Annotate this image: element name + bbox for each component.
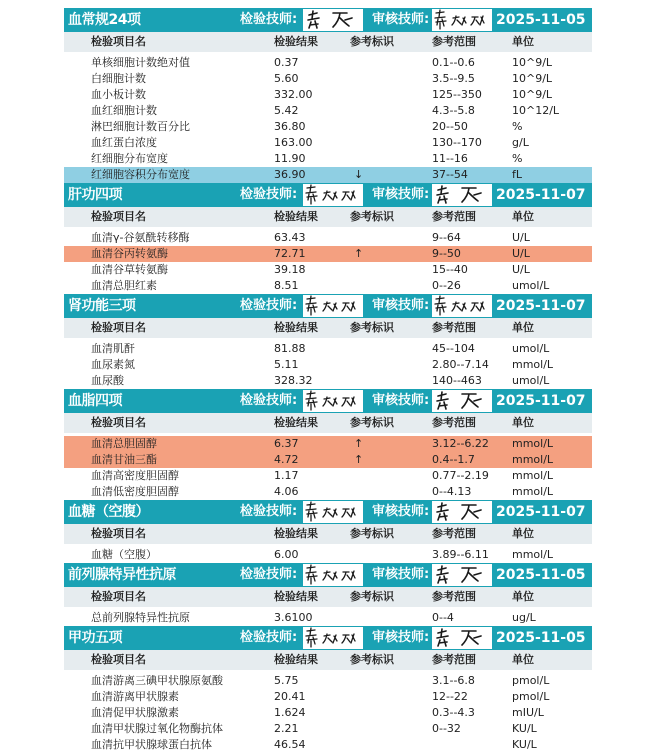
column-result: 检验结果: [274, 653, 318, 666]
column-unit: 单位: [512, 653, 534, 666]
tester-signature: [303, 295, 363, 317]
item-range: 9--64: [432, 231, 461, 244]
item-flag: ↑: [354, 453, 364, 466]
item-name: 血清低密度胆固醇: [91, 485, 179, 498]
item-range: 3.5--9.5: [432, 72, 475, 85]
result-rows: [64, 673, 592, 753]
column-name: 检验项目名: [91, 416, 146, 429]
column-result: 检验结果: [274, 35, 318, 48]
column-range: 参考范围: [432, 590, 476, 603]
section-date: 2025-11-07: [496, 187, 586, 203]
result-row: [64, 436, 592, 452]
tester-label: 检验技师:: [240, 393, 298, 408]
column-header-row: [64, 207, 592, 227]
column-unit: 单位: [512, 590, 534, 603]
item-result: 5.75: [274, 674, 299, 687]
reviewer-label: 审核技师:: [372, 393, 430, 408]
item-range: 45--104: [432, 342, 475, 355]
column-flag: 参考标识: [350, 416, 394, 429]
result-row: [64, 341, 592, 357]
item-range: 130--170: [432, 136, 482, 149]
item-range: 0--4: [432, 611, 454, 624]
tester-signature: [303, 627, 363, 649]
section-header: [64, 389, 592, 413]
item-unit: U/L: [512, 231, 530, 244]
result-rows: [64, 341, 592, 389]
tester-signature: [303, 501, 363, 523]
tester-label: 检验技师:: [240, 567, 298, 582]
item-result: 8.51: [274, 279, 299, 292]
column-name: 检验项目名: [91, 321, 146, 334]
column-header-row: [64, 587, 592, 607]
item-result: 328.32: [274, 374, 313, 387]
reviewer-label: 审核技师:: [372, 187, 430, 202]
item-unit: umol/L: [512, 342, 550, 355]
tester-signature: [303, 9, 363, 31]
item-range: 11--16: [432, 152, 468, 165]
column-result: 检验结果: [274, 590, 318, 603]
item-result: 36.80: [274, 120, 306, 133]
item-name: 血清γ-谷氨酰转移酶: [91, 231, 190, 244]
result-row: [64, 468, 592, 484]
column-range: 参考范围: [432, 653, 476, 666]
item-name: 血尿素氮: [91, 358, 135, 371]
result-row: [64, 373, 592, 389]
item-result: 63.43: [274, 231, 306, 244]
item-range: 9--50: [432, 247, 461, 260]
item-name: 血清游离三碘甲状腺原氨酸: [91, 674, 223, 687]
item-result: 2.21: [274, 722, 299, 735]
item-range: 0.77--2.19: [432, 469, 489, 482]
item-unit: umol/L: [512, 279, 550, 292]
item-unit: mmol/L: [512, 485, 554, 498]
result-row: [64, 484, 592, 500]
column-result: 检验结果: [274, 210, 318, 223]
tester-label: 检验技师:: [240, 187, 298, 202]
column-name: 检验项目名: [91, 35, 146, 48]
section-title: 血糖（空腹）: [68, 504, 149, 520]
reviewer-label: 审核技师:: [372, 567, 430, 582]
item-flag: ↑: [354, 247, 364, 260]
column-header-row: [64, 413, 592, 433]
item-range: 4.3--5.8: [432, 104, 475, 117]
column-flag: 参考标识: [350, 653, 394, 666]
item-result: 4.06: [274, 485, 299, 498]
reviewer-signature: [432, 627, 492, 649]
reviewer-signature: [432, 9, 492, 31]
item-result: 332.00: [274, 88, 313, 101]
section-title: 甲功五项: [68, 630, 122, 646]
section-title: 血脂四项: [68, 393, 122, 409]
result-row: [64, 737, 592, 753]
item-unit: fL: [512, 168, 523, 181]
section-header: [64, 500, 592, 524]
item-unit: 10^9/L: [512, 72, 553, 85]
result-row: [64, 262, 592, 278]
result-row: [64, 230, 592, 246]
item-result: 20.41: [274, 690, 306, 703]
column-header-row: [64, 524, 592, 544]
item-result: 163.00: [274, 136, 313, 149]
item-range: 0.1--0.6: [432, 56, 475, 69]
item-unit: KU/L: [512, 722, 537, 735]
item-unit: mmol/L: [512, 469, 554, 482]
item-range: 3.89--6.11: [432, 548, 489, 561]
item-name: 血尿酸: [91, 374, 124, 387]
item-unit: g/L: [512, 136, 529, 149]
result-row: [64, 278, 592, 294]
item-range: 12--22: [432, 690, 468, 703]
item-name: 血清甲状腺过氧化物酶抗体: [91, 722, 223, 735]
item-range: 2.80--7.14: [432, 358, 489, 371]
report-section: [64, 626, 592, 753]
section-date: 2025-11-07: [496, 504, 586, 520]
item-unit: KU/L: [512, 738, 537, 751]
report-section: [64, 563, 592, 626]
item-unit: %: [512, 120, 523, 133]
item-range: 20--50: [432, 120, 468, 133]
item-unit: mmol/L: [512, 358, 554, 371]
item-range: 125--350: [432, 88, 482, 101]
column-range: 参考范围: [432, 416, 476, 429]
reviewer-signature: [432, 501, 492, 523]
column-range: 参考范围: [432, 210, 476, 223]
column-name: 检验项目名: [91, 210, 146, 223]
section-date: 2025-11-07: [496, 393, 586, 409]
column-unit: 单位: [512, 527, 534, 540]
result-row: [64, 103, 592, 119]
item-unit: 10^9/L: [512, 56, 553, 69]
item-range: 0--32: [432, 722, 461, 735]
item-name: 总前列腺特异性抗原: [91, 611, 190, 624]
item-unit: ug/L: [512, 611, 536, 624]
column-range: 参考范围: [432, 321, 476, 334]
column-unit: 单位: [512, 416, 534, 429]
tester-signature: [303, 564, 363, 586]
section-title: 肾功能三项: [68, 298, 136, 314]
item-result: 36.90: [274, 168, 306, 181]
item-name: 红细胞分布宽度: [91, 152, 168, 165]
result-rows: [64, 610, 592, 626]
reviewer-signature: [432, 564, 492, 586]
reviewer-label: 审核技师:: [372, 12, 430, 27]
tester-label: 检验技师:: [240, 504, 298, 519]
column-flag: 参考标识: [350, 527, 394, 540]
tester-label: 检验技师:: [240, 298, 298, 313]
section-date: 2025-11-05: [496, 12, 586, 28]
item-flag: ↑: [354, 437, 364, 450]
item-name: 血清总胆固醇: [91, 437, 157, 450]
tester-signature: [303, 390, 363, 412]
report-section: [64, 183, 592, 294]
result-rows: [64, 547, 592, 563]
result-row: [64, 357, 592, 373]
section-header: [64, 563, 592, 587]
item-result: 39.18: [274, 263, 306, 276]
item-range: 0--4.13: [432, 485, 472, 498]
column-result: 检验结果: [274, 527, 318, 540]
item-flag: ↓: [354, 168, 364, 181]
section-date: 2025-11-07: [496, 298, 586, 314]
result-row: [64, 151, 592, 167]
item-name: 血清游离甲状腺素: [91, 690, 179, 703]
result-row: [64, 610, 592, 626]
section-header: [64, 183, 592, 207]
item-name: 血小板计数: [91, 88, 146, 101]
column-result: 检验结果: [274, 416, 318, 429]
item-result: 72.71: [274, 247, 306, 260]
column-header-row: [64, 32, 592, 52]
item-unit: mmol/L: [512, 548, 554, 561]
section-title: 血常规24项: [68, 12, 141, 28]
item-unit: 10^12/L: [512, 104, 560, 117]
item-range: 3.12--6.22: [432, 437, 489, 450]
section-date: 2025-11-05: [496, 567, 586, 583]
item-unit: pmol/L: [512, 674, 550, 687]
reviewer-signature: [432, 390, 492, 412]
section-header: [64, 626, 592, 650]
item-name: 血清谷草转氨酶: [91, 263, 168, 276]
result-row: [64, 673, 592, 689]
item-range: 3.1--6.8: [432, 674, 475, 687]
result-row: [64, 452, 592, 468]
item-name: 血红蛋白浓度: [91, 136, 157, 149]
section-title: 前列腺特异性抗原: [68, 567, 176, 583]
report-section: [64, 500, 592, 563]
item-result: 11.90: [274, 152, 306, 165]
item-range: 0.3--4.3: [432, 706, 475, 719]
item-unit: U/L: [512, 247, 530, 260]
item-name: 血清高密度胆固醇: [91, 469, 179, 482]
item-name: 淋巴细胞计数百分比: [91, 120, 190, 133]
item-unit: mIU/L: [512, 706, 544, 719]
report-section: [64, 294, 592, 389]
column-name: 检验项目名: [91, 590, 146, 603]
column-unit: 单位: [512, 35, 534, 48]
item-result: 6.00: [274, 548, 299, 561]
result-row: [64, 135, 592, 151]
item-unit: pmol/L: [512, 690, 550, 703]
result-rows: [64, 230, 592, 294]
item-range: 15--40: [432, 263, 468, 276]
item-name: 血清谷丙转氨酶: [91, 247, 168, 260]
column-flag: 参考标识: [350, 210, 394, 223]
item-result: 5.60: [274, 72, 299, 85]
item-result: 5.11: [274, 358, 299, 371]
item-unit: umol/L: [512, 374, 550, 387]
item-result: 4.72: [274, 453, 299, 466]
item-name: 红细胞容积分布宽度: [91, 168, 190, 181]
column-range: 参考范围: [432, 527, 476, 540]
column-unit: 单位: [512, 210, 534, 223]
column-name: 检验项目名: [91, 527, 146, 540]
tester-signature: [303, 184, 363, 206]
column-header-row: [64, 318, 592, 338]
column-result: 检验结果: [274, 321, 318, 334]
result-row: [64, 87, 592, 103]
column-range: 参考范围: [432, 35, 476, 48]
result-row: [64, 721, 592, 737]
section-header: [64, 8, 592, 32]
item-result: 5.42: [274, 104, 299, 117]
item-range: 37--54: [432, 168, 468, 181]
tester-label: 检验技师:: [240, 12, 298, 27]
result-row: [64, 167, 592, 183]
result-row: [64, 71, 592, 87]
item-name: 血清促甲状腺激素: [91, 706, 179, 719]
item-unit: %: [512, 152, 523, 165]
section-date: 2025-11-05: [496, 630, 586, 646]
item-name: 单核细胞计数绝对值: [91, 56, 190, 69]
item-name: 白细胞计数: [91, 72, 146, 85]
item-result: 1.17: [274, 469, 299, 482]
lab-report: [64, 8, 592, 753]
result-row: [64, 689, 592, 705]
item-name: 血糖（空腹）: [91, 548, 157, 561]
reviewer-signature: [432, 295, 492, 317]
item-result: 6.37: [274, 437, 299, 450]
item-unit: 10^9/L: [512, 88, 553, 101]
item-result: 0.37: [274, 56, 299, 69]
tester-label: 检验技师:: [240, 630, 298, 645]
report-section: [64, 389, 592, 500]
column-name: 检验项目名: [91, 653, 146, 666]
column-flag: 参考标识: [350, 590, 394, 603]
item-range: 140--463: [432, 374, 482, 387]
reviewer-signature: [432, 184, 492, 206]
item-result: 46.54: [274, 738, 306, 751]
result-row: [64, 55, 592, 71]
result-row: [64, 246, 592, 262]
section-header: [64, 294, 592, 318]
item-name: 血清总胆红素: [91, 279, 157, 292]
item-result: 81.88: [274, 342, 306, 355]
item-name: 血红细胞计数: [91, 104, 157, 117]
item-name: 血清甘油三酯: [91, 453, 157, 466]
item-unit: mmol/L: [512, 437, 554, 450]
item-range: 0--26: [432, 279, 461, 292]
result-rows: [64, 55, 592, 183]
section-title: 肝功四项: [68, 187, 122, 203]
item-range: 0.4--1.7: [432, 453, 475, 466]
item-result: 1.624: [274, 706, 306, 719]
reviewer-label: 审核技师:: [372, 630, 430, 645]
column-unit: 单位: [512, 321, 534, 334]
item-result: 3.6100: [274, 611, 313, 624]
item-name: 血清抗甲状腺球蛋白抗体: [91, 738, 212, 751]
item-unit: U/L: [512, 263, 530, 276]
column-flag: 参考标识: [350, 321, 394, 334]
report-section: [64, 8, 592, 183]
item-unit: mmol/L: [512, 453, 554, 466]
column-flag: 参考标识: [350, 35, 394, 48]
column-header-row: [64, 650, 592, 670]
result-rows: [64, 436, 592, 500]
result-row: [64, 119, 592, 135]
result-row: [64, 705, 592, 721]
reviewer-label: 审核技师:: [372, 298, 430, 313]
result-row: [64, 547, 592, 563]
item-name: 血清肌酐: [91, 342, 135, 355]
reviewer-label: 审核技师:: [372, 504, 430, 519]
